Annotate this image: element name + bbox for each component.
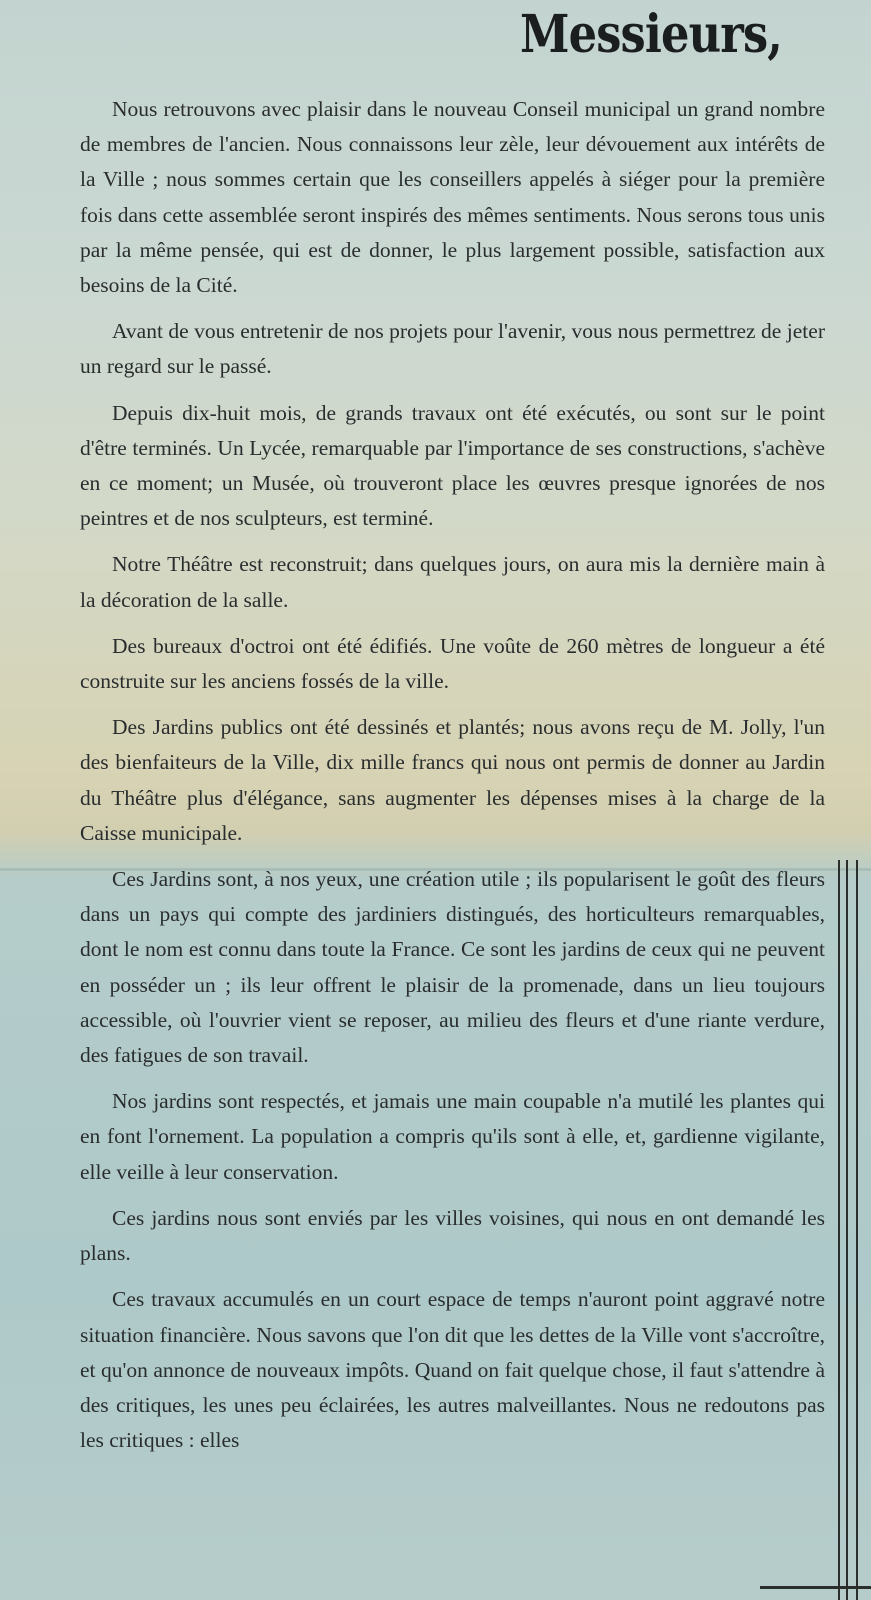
- paragraph: Nos jardins sont respectés, et jamais une main coupable n'a mutilé les plantes qui en font l'ornement. La population a compris qu'ils sont à elle, et, gardienne vigilante, elle veille à leur conservation.: [80, 1089, 825, 1184]
- paragraph: Des bureaux d'octroi ont été édifiés. Une voûte de 260 mètres de longueur a été construite sur les anciens fossés de la ville.: [80, 633, 825, 694]
- paragraph: Notre Théâtre est reconstruit; dans quelques jours, on aura mis la dernière main à la décoration de la salle.: [80, 552, 825, 612]
- paragraph: Ces Jardins sont, à nos yeux, une création utile ; ils popularisent le goût des fleurs dans un pays qui compte des jardiniers distingués, des horticulteurs remarquables, dont le nom est connu dans toute la France. Ce sont les jardins de ceux qui ne peuvent en posséder un ; ils leur offrent le plaisir de la promenade, dans un lieu toujours accessible, où l'ouvrier vient se reposer, au milieu des fleurs et d'une riante verdure, des fatigues de son travail.: [80, 867, 825, 1068]
- margin-rule: [856, 860, 858, 1600]
- paragraph: Des Jardins publics ont été dessinés et plantés; nous avons reçu de M. Jolly, l'un des bienfaiteurs de la Ville, dix mille francs qui nous ont permis de donner au Jardin du Théâtre plus d'élégance, sans augmenter les dépenses mises à la charge de la Caisse municipale.: [80, 715, 825, 845]
- paragraph: Depuis dix-huit mois, de grands travaux ont été exécutés, ou sont sur le point d'être terminés. Un Lycée, remarquable par l'importance de ses constructions, s'achève en ce moment; un Musée, où trouveront place les œuvres presque ignorées de nos peintres et de nos sculpteurs, est terminé.: [80, 400, 825, 531]
- salutation-heading: Messieurs,: [520, 4, 782, 65]
- margin-rule: [838, 860, 840, 1600]
- paragraph: Avant de vous entretenir de nos projets pour l'avenir, vous nous permettrez de jeter un regard sur le passé.: [80, 319, 825, 379]
- footer-rule: [760, 1586, 871, 1589]
- letter-body: [80, 92, 825, 1458]
- paragraph: Ces travaux accumulés en un court espace de temps n'auront point aggravé notre situation financière. Nous savons que l'on dit que les dettes de la Ville vont s'accroître, et qu'on annonce de nouveaux impôts. Quand on fait quelque chose, il faut s'attendre à des critiques, les unes peu éclairées, les autres malveillantes. Nous ne redoutons pas les critiques : elles: [80, 1287, 825, 1453]
- margin-rule: [846, 860, 848, 1600]
- paragraph: Ces jardins nous sont enviés par les villes voisines, qui nous en ont demandé les plans.: [80, 1205, 825, 1266]
- paragraph: Nous retrouvons avec plaisir dans le nouveau Conseil municipal un grand nombre de membres de l'ancien. Nous connaissons leur zèle, leur dévouement aux intérêts de la Ville ; nous sommes certain que les conseillers appelés à siéger pour la première fois dans cette assemblée seront inspirés des mêmes sentiments. Nous serons tous unis par la même pensée, qui est de donner, le plus largement possible, satisfaction aux besoins de la Cité.: [80, 97, 825, 298]
